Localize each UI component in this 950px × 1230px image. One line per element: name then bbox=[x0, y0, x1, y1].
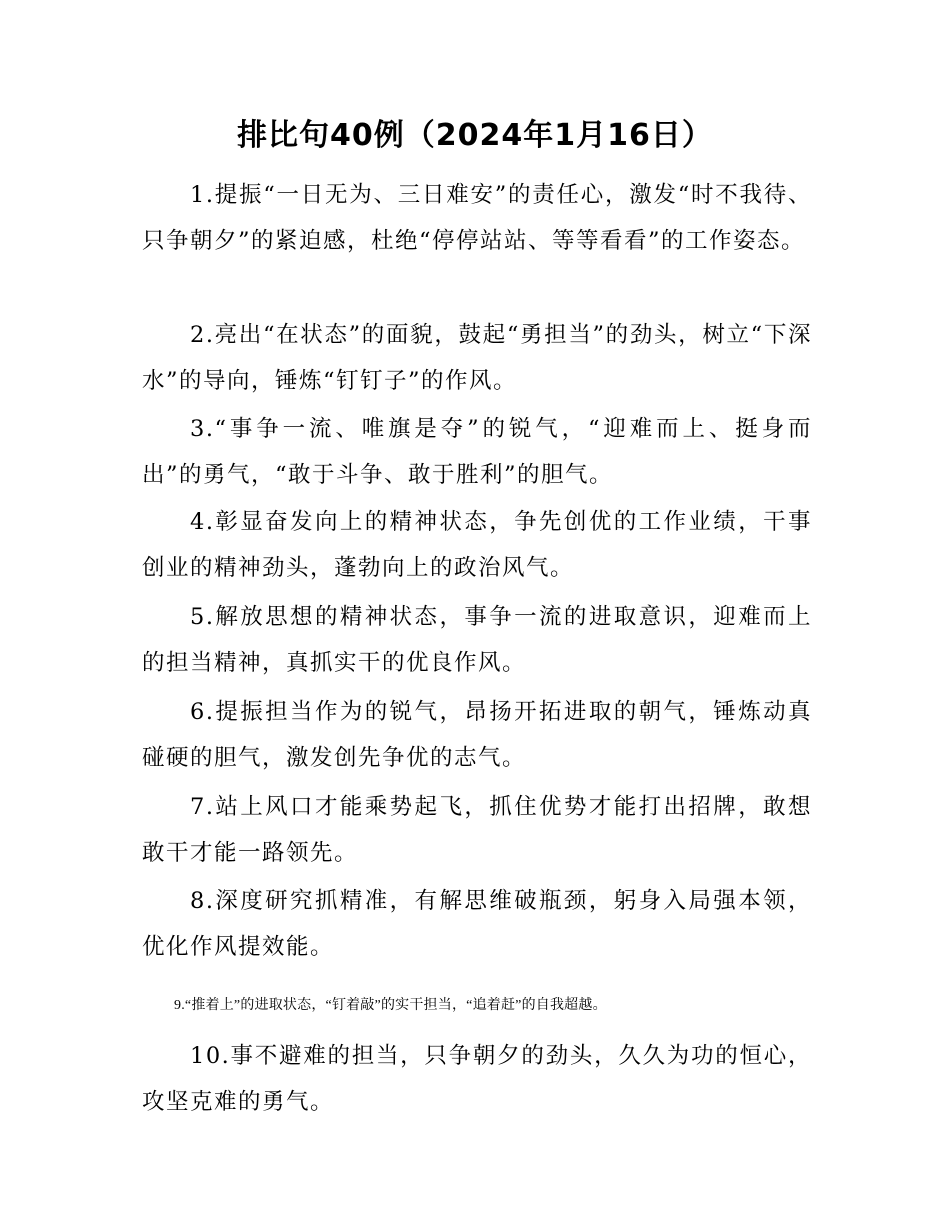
paragraph-7: 7.站上风口才能乘势起飞，抓住优势才能打出招牌，敢想敢干才能一路领先。 bbox=[142, 794, 812, 866]
paragraph-8: 8.深度研究抓精准，有解思维破瓶颈，躬身入局强本领，优化作风提效能。 bbox=[142, 888, 812, 960]
paragraph-2: 2.亮出“在状态”的面貌，鼓起“勇担当”的劲头，树立“下深水”的导向，锤炼“钉钉子”的作风。 bbox=[142, 322, 812, 394]
document-title: 排比句40例（2024年1月16日） bbox=[237, 118, 713, 153]
paragraph-1: 1.提振“一日无为、三日难安”的责任心，激发“时不我待、只争朝夕”的紧迫感，杜绝“停停站站、等等看看”的工作姿态。 bbox=[142, 182, 812, 254]
paragraph-10: 10.事不避难的担当，只争朝夕的劲头，久久为功的恒心，攻坚克难的勇气。 bbox=[142, 1043, 812, 1115]
paragraph-9-small: 9.“推着上”的进取状态，“钉着敲”的实干担当，“追着赶”的自我超越。 bbox=[174, 998, 607, 1013]
paragraph-5: 5.解放思想的精神状态，事争一流的进取意识，迎难而上的担当精神，真抓实干的优良作风。 bbox=[142, 604, 812, 676]
paragraph-6: 6.提振担当作为的锐气，昂扬开拓进取的朝气，锤炼动真碰硬的胆气，激发创先争优的志气。 bbox=[142, 699, 812, 771]
paragraph-4: 4.彰显奋发向上的精神状态，争先创优的工作业绩，干事创业的精神劲头，蓬勃向上的政治风气。 bbox=[142, 509, 812, 581]
paragraph-3: 3.“事争一流、唯旗是夺”的锐气，“迎难而上、挺身而出”的勇气，“敢于斗争、敢于胜利”的胆气。 bbox=[142, 416, 812, 488]
